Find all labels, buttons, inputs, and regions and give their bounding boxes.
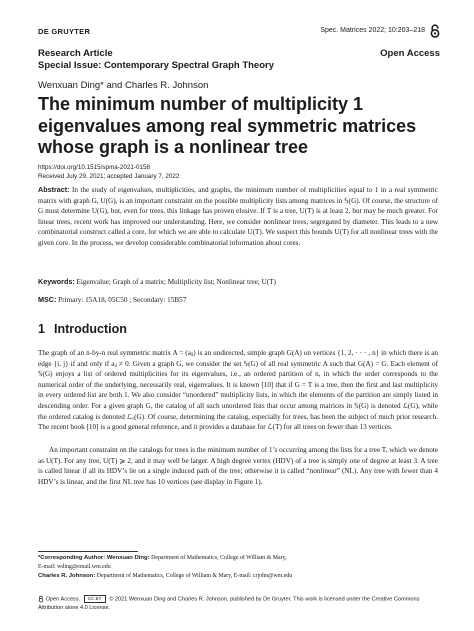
corresponding-author-affiliation: Department of Mathematics, College of William & Mary, (151, 555, 287, 561)
footnotes (38, 554, 438, 581)
msc-label: MSC: (38, 295, 57, 304)
journal-reference: Spec. Matrices 2022; 10:203–218 (320, 27, 425, 34)
license-statement (38, 595, 438, 612)
second-author-note (38, 572, 438, 581)
received-dates: Received July 29, 2021; accepted January 7, 2022 (38, 172, 180, 180)
section-title: Introduction (54, 322, 127, 336)
msc-classification (38, 295, 438, 306)
intro-paragraph-2: An important constraint on the catalogs for trees is the minimum number of 1’s occurring among the lists for a tree T, which we denote as U(T). For any tree, U(T) ⩾ 2, and it may well be larger. A high degree vertex (HDV) of a tree is simply one of degree at least 3. A tree is called linear if all its HDV’s lie on a single induced path of the tree; otherwise it is called “nonlinear” (NL). Any tree with fewer than 4 HDV’s is linear, and the first NL tree has 10 vertices (see display in Figure 1). (38, 446, 438, 486)
open-access-label: Open Access (380, 48, 440, 59)
footnote-divider (38, 551, 138, 552)
special-issue: Special Issue: Contemporary Spectral Graph Theory (38, 60, 274, 71)
abstract (38, 185, 438, 249)
abstract-text: In the study of eigenvalues, multiplicities, and graphs, the minimum number of multiplicities equal to 1 in a real symmetric matrix with graph G, U(G), is an important constraint on the possible multiplicity lists among matrices in 𝕊(G). Of course, the structure of G must determine U(G), but, even for trees, this linkage has proven elusive. If T is a tree, U(T) is at least 2, but may be much greater. For linear trees, recent work has improved our understanding. Here, we consider nonlinear trees, segregated by diameter. This leads to a new combinatorial construct called a core, for which we are able to calculate U(T). We suspect this bounds U(T) for all nonlinear trees with the given core. In the process, we develop considerable combinatorial information about cores. (38, 186, 438, 247)
article-type: Research Article (38, 48, 113, 59)
license-oa-label: Open Access. (45, 596, 81, 603)
article-meta (38, 164, 179, 181)
cc-license-badge: CC BY (84, 595, 106, 603)
open-access-lock-icon (429, 24, 441, 38)
keywords-text: Eigenvalue; Graph of a matrix; Multiplicity list; Nonlinear tree; U(T) (76, 278, 276, 286)
second-author-affiliation: Department of Mathematics, College of William & Mary, E-mail: crjohn@wm.edu (96, 573, 293, 579)
publisher-name: DE GRUYTER (38, 27, 91, 36)
msc-text: Primary: 15A18, 05C50 ; Secondary: 15B57 (58, 296, 187, 304)
article-title: The minimum number of multiplicity 1 eigenvalues among real symmetric matrices whose graph is a nonlinear tree (38, 94, 417, 157)
authors: Wenxuan Ding* and Charles R. Johnson (38, 80, 209, 91)
corresponding-author-email: E-mail: wding@email.wm.edu (38, 564, 111, 570)
keywords (38, 277, 438, 288)
corresponding-author-label: *Corresponding Author: Wenxuan Ding: (38, 555, 150, 561)
keywords-label: Keywords: (38, 277, 75, 286)
open-access-lock-icon (38, 595, 44, 603)
section-number: 1 (38, 322, 45, 336)
license-text: © 2021 Wenxuan Ding and Charles R. Johnson, published by De Gruyter. This work is licensed under the Creative Commons Attribution alone 4.0 License. (38, 596, 420, 611)
corresponding-author-note (38, 554, 438, 563)
section-heading (38, 322, 127, 336)
second-author-label: Charles R. Johnson: (38, 573, 96, 579)
intro-paragraph-1: The graph of an n-by-n real symmetric matrix A = (aᵢⱼ) is an undirected, simple graph G(A) on vertices {1, 2, · · · , n} in which there is an edge {i, j} if and only if aᵢⱼ ≠ 0. Given a graph G, we consider the set 𝕊(G) of all real symmetric A such that G(A) = G. Each element of 𝕊(G) enjoys a list of ordered multiplicities for its eigenvalues, i.e., an ordered partition of n, in which the order corresponds to the numerical order of the underlying, necessarily real, eigenvalues. It is known [10] that if G = T is a tree, then the first and last multiplicity in every ordered list are both 1. We also consider “unordered” multiplicity lists, in which the elements of the partition are simply listed in descending order. For a given graph G, the catalog of all such unordered lists that occur among matrices in 𝕊(G) is denoted ℒ(G), while the ordered catalog is denoted ℒₒ(G). Of course, determining the catalog, especially for trees, has been the subject of much prior research. The recent book [10] is a good general reference, and it provides a database for ℒ(T) for all trees on fewer than 13 vertices. (38, 349, 438, 432)
abstract-label: Abstract: (38, 185, 70, 194)
doi-link[interactable]: https://doi.org/10.1515/spma-2021-0158 (38, 164, 151, 171)
